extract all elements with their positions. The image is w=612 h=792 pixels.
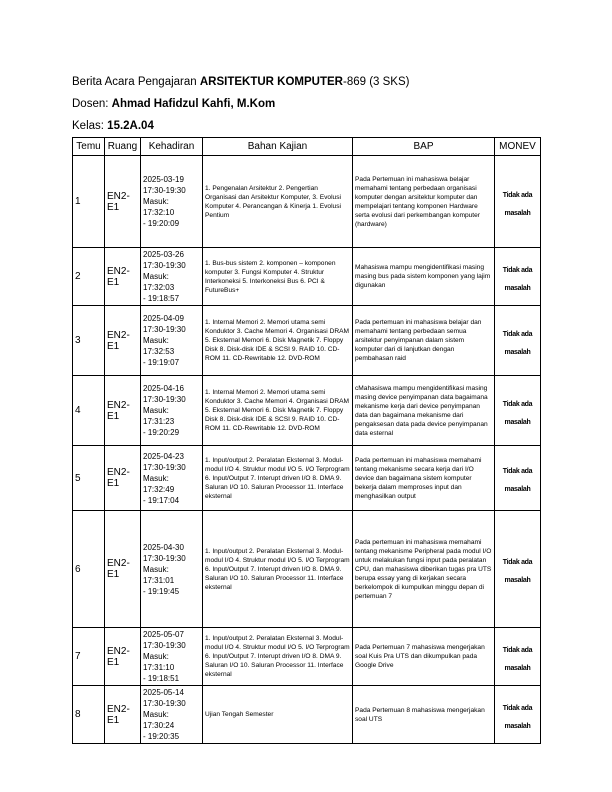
monev-status: Tidak ada masalah [502, 704, 533, 730]
col-kehadiran: Kehadiran [141, 138, 203, 156]
ruang-cell: EN2-E1 [105, 248, 141, 306]
bahan-kajian-cell: 1. Internal Memori 2. Memori utama semi Konduktor 3. Cache Memori 4. Organisasi DRAM 5. Eksternal Memori 6. Disk Magnetik 7. Floppy Disk 8. Disk-disk IDE & SCSI 9. RAID 10. CD-ROM 11. CD-Rewritable 12. DVD-ROM [203, 306, 353, 376]
bap-cell: Pada Pertemuan 8 mahasiswa mengerjakan soal UTS [353, 686, 495, 744]
bap-cell: Pada pertemuan ini mahasiswa belajar dan memahami tentang perbedaan semua arsitektur penyimpanan dalam sistem komputer dari di lanjutkan dengan pembahasan raid [353, 306, 495, 376]
monev-cell [495, 248, 541, 306]
ruang-cell: EN2-E1 [105, 376, 141, 446]
table-row [73, 511, 541, 628]
monev-status: Tidak ada masalah [502, 559, 533, 584]
class-value: 15.2A.04 [107, 120, 154, 132]
monev-status: Tidak ada masalah [502, 400, 533, 426]
ruang-cell: EN2-E1 [105, 686, 141, 744]
bap-cell: Pada Pertemuan 7 mahasiswa mengerjakan soal Kuis Pra UTS dan dikumpulkan pada Google Drive [353, 628, 495, 686]
attendance-time: 17:30-19:30 [143, 553, 186, 563]
attendance-date: 2025-04-16 [143, 384, 184, 393]
bap-cell: Pada pertemuan ini mahasiswa memahami tentang mekanisme Peripheral pada modul I/O untuk melakukan fungsi input pada peralatan CPU, dan mahasiswa diberikan tugas pra UTS berupa essay yang di kerjakan secara berkelompok di kumpulkan minggu depan di pertemuan 7 [353, 511, 495, 628]
attendance-out: - 19:20:35 [143, 732, 180, 741]
attendance-time: 17:30-19:30 [143, 325, 186, 334]
course-code: -869 (3 SKS) [343, 76, 410, 88]
title-prefix: Berita Acara Pengajaran [72, 76, 197, 88]
col-bap: BAP [353, 138, 495, 156]
course-name: ARSITEKTUR KOMPUTER [199, 76, 343, 88]
class-label: Kelas: [72, 120, 104, 132]
temu-cell: 7 [73, 628, 105, 686]
attendance-out: - 19:19:07 [143, 358, 180, 367]
monev-status: Tidak ada masalah [502, 330, 533, 356]
attendance-date: 2025-04-23 [143, 451, 184, 461]
kehadiran-cell [141, 306, 203, 376]
monev-cell [495, 686, 541, 744]
lecturer-name: Ahmad Hafidzul Kahfi, M.Kom [111, 98, 276, 110]
attendance-in: Masuk: 17:32:03 [143, 272, 175, 292]
table-row [73, 376, 541, 446]
col-monev: MONEV [495, 138, 541, 156]
monev-cell [495, 628, 541, 686]
temu-cell: 1 [73, 156, 105, 248]
kehadiran-cell [141, 511, 203, 628]
bahan-kajian-cell: 1. Input/output 2. Peralatan Eksternal 3. Modul-modul I/O 4. Struktur modul I/O 5. I/O Terprogram 6. Input/Output 7. Interupt driven I/O 8. DMA 9. Saluran I/O 10. Saluran Processor 11. Interface eksternal [203, 511, 353, 628]
col-bahan-kajian: Bahan Kajian [203, 138, 353, 156]
temu-cell: 2 [73, 248, 105, 306]
kehadiran-cell [141, 686, 203, 744]
table-header-row [73, 138, 541, 156]
attendance-in: Masuk: 17:31:01 [143, 564, 175, 585]
col-ruang: Ruang [105, 138, 141, 156]
kehadiran-cell [141, 628, 203, 686]
attendance-in: Masuk: 17:31:10 [143, 652, 175, 672]
kehadiran-cell [141, 156, 203, 248]
table-row [73, 248, 541, 306]
table-row [73, 628, 541, 686]
attendance-date: 2025-05-07 [143, 630, 184, 639]
table-row [73, 156, 541, 248]
attendance-out: - 19:18:51 [143, 674, 180, 683]
lecturer-label: Dosen: [72, 98, 109, 110]
table-row [73, 446, 541, 511]
bap-cell: Mahasiswa mampu mengidentifikasi masing masing bus pada sistem komponen yang lajim digunakan [353, 248, 495, 306]
monev-cell [495, 376, 541, 446]
bahan-kajian-cell: 1. Bus-bus sistem 2. komponen – komponen komputer 3. Fungsi Komputer 4. Struktur Interkoneksi 5. Interkoneksi Bus 6. PCI & FutureBus+ [203, 248, 353, 306]
attendance-out: - 19:19:45 [143, 586, 180, 596]
monev-cell [495, 156, 541, 248]
attendance-in: Masuk: 17:32:49 [143, 473, 175, 494]
temu-cell: 3 [73, 306, 105, 376]
attendance-in: Masuk: 17:32:53 [143, 336, 175, 356]
bahan-kajian-cell: Ujian Tengah Semester [203, 686, 353, 744]
ruang-cell: EN2-E1 [105, 156, 141, 248]
kehadiran-cell [141, 376, 203, 446]
temu-cell: 8 [73, 686, 105, 744]
attendance-date: 2025-05-14 [143, 688, 184, 697]
lecturer-line [72, 98, 275, 110]
attendance-out: - 19:18:57 [143, 294, 180, 303]
attendance-date: 2025-03-19 [143, 175, 184, 184]
temu-cell: 6 [73, 511, 105, 628]
attendance-in: Masuk: 17:32:10 [143, 197, 175, 217]
monev-cell [495, 446, 541, 511]
course-title-line [72, 76, 409, 88]
monev-status: Tidak ada masalah [502, 646, 533, 672]
monev-status: Tidak ada masalah [502, 266, 533, 292]
ruang-cell: EN2-E1 [105, 446, 141, 511]
bahan-kajian-cell: 1. Internal Memori 2. Memori utama semi Konduktor 3. Cache Memori 4. Organisasi DRAM 5. Eksternal Memori 6. Disk Magnetik 7. Floppy Disk 8. Disk-disk IDE & SCSI 9. RAID 10. CD-ROM 11. CD-Rewritable 12. DVD-ROM [203, 376, 353, 446]
col-temu: Temu [73, 138, 105, 156]
attendance-date: 2025-04-30 [143, 542, 184, 552]
bahan-kajian-cell: 1. Input/output 2. Peralatan Eksternal 3. Modul-modul I/O 4. Struktur modul I/O 5. I/O Terprogram 6. Input/Output 7. Interupt driven I/O 8. DMA 9. Saluran I/O 10. Saluran Processor 11. Interface eksternal [203, 628, 353, 686]
teaching-report-table [72, 137, 541, 744]
temu-cell: 4 [73, 376, 105, 446]
attendance-in: Masuk: 17:31:23 [143, 406, 175, 426]
class-line [72, 120, 154, 132]
monev-status: Tidak ada masalah [502, 468, 533, 493]
attendance-time: 17:30-19:30 [143, 641, 186, 650]
bap-cell: Pada Pertemuan ini mahasiswa belajar memahami tentang perbedaan organisasi komputer dengan arsitektur komputer dan mempelajari tentang komponen Hardware serta evolusi dari perkembangan komputer (hardware) [353, 156, 495, 248]
bahan-kajian-cell: 1. Input/output 2. Peralatan Eksternal 3. Modul-modul I/O 4. Struktur modul I/O 5. I/O Terprogram 6. Input/Output 7. Interupt driven I/O 8. DMA 9. Saluran I/O 10. Saluran Processor 11. Interface eksternal [203, 446, 353, 511]
attendance-time: 17:30-19:30 [143, 186, 186, 195]
table-row [73, 686, 541, 744]
attendance-time: 17:30-19:30 [143, 699, 186, 708]
attendance-time: 17:30-19:30 [143, 261, 186, 270]
monev-cell [495, 306, 541, 376]
attendance-out: - 19:20:09 [143, 219, 180, 228]
kehadiran-cell [141, 248, 203, 306]
ruang-cell: EN2-E1 [105, 511, 141, 628]
kehadiran-cell [141, 446, 203, 511]
bap-cell: cMahasiswa mampu mengidentifikasi masing masing device penyimpanan data bagaimana mekanisme kerja dari device penyimpanan data dan bagaimana mekanisme dari pengaksesan data pada device penyimpanan data esternal [353, 376, 495, 446]
attendance-time: 17:30-19:30 [143, 462, 186, 472]
monev-status: Tidak ada masalah [502, 191, 533, 217]
ruang-cell: EN2-E1 [105, 306, 141, 376]
attendance-out: - 19:17:04 [143, 495, 180, 505]
bahan-kajian-cell: 1. Pengenalan Arsitektur 2. Pengertian Organisasi dan Arsitektur Komputer, 3. Evolusi Komputer 4. Perancangan & Kinerja 1. Evolusi Pentium [203, 156, 353, 248]
bap-cell: Pada pertemuan ini mahasiswa memahami tentang mekanisme secara kerja dari I/O device dan bagaimana sistem komputer bekerja dalam memproses input dan menghasilkan output [353, 446, 495, 511]
attendance-date: 2025-04-09 [143, 314, 184, 323]
monev-cell [495, 511, 541, 628]
temu-cell: 5 [73, 446, 105, 511]
attendance-time: 17:30-19:30 [143, 395, 186, 404]
attendance-out: - 19:20:29 [143, 428, 180, 437]
table-row [73, 306, 541, 376]
attendance-in: Masuk: 17:30:24 [143, 710, 175, 730]
attendance-date: 2025-03-26 [143, 250, 184, 259]
ruang-cell: EN2-E1 [105, 628, 141, 686]
